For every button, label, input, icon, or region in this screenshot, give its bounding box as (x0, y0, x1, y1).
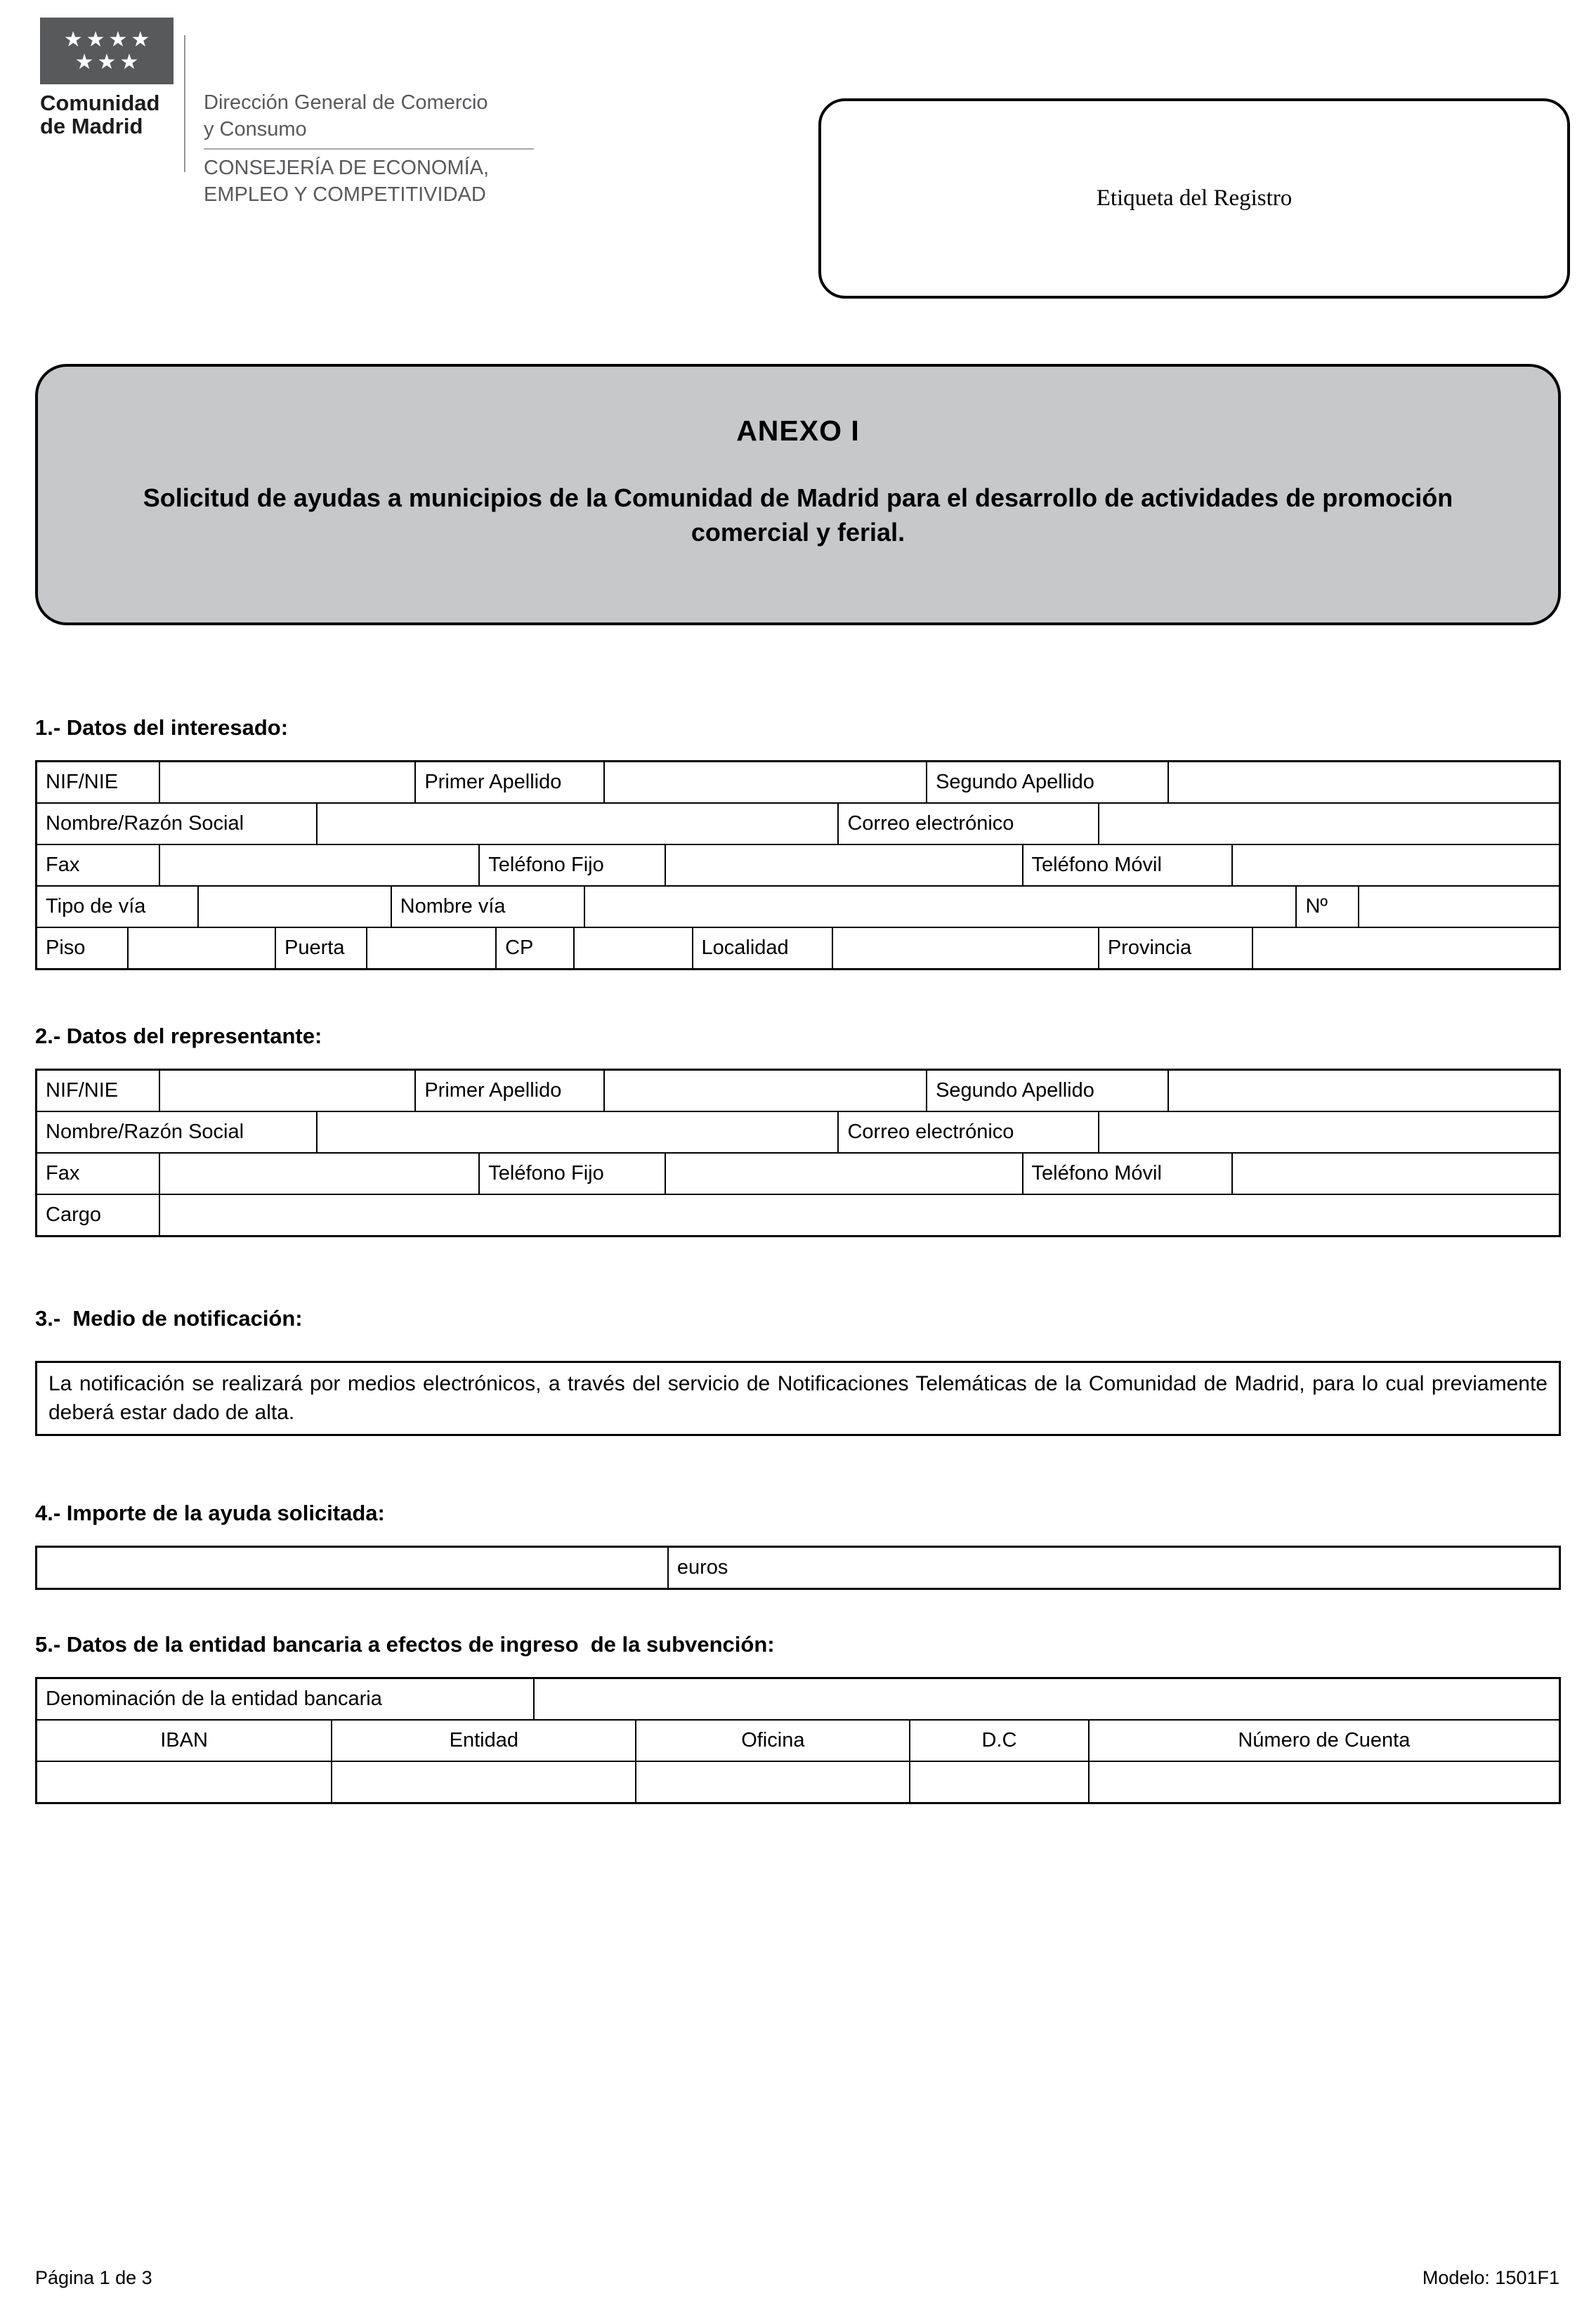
header-vertical-divider (184, 35, 185, 172)
representante-nombre-razon-social-input[interactable] (318, 1112, 839, 1152)
page-footer (35, 2267, 1559, 2289)
localidad-label: Localidad (693, 928, 833, 968)
numero-cuenta-column-header: Número de Cuenta (1238, 1729, 1411, 1751)
department-line1: Dirección General de Comercio (204, 91, 488, 114)
header (35, 0, 1561, 320)
representante-table (35, 1069, 1561, 1237)
interesado-nif-input[interactable] (160, 762, 416, 802)
table-row (37, 1762, 1559, 1802)
title-box (35, 364, 1561, 625)
representante-telefono-fijo-input[interactable] (666, 1154, 1023, 1194)
department-divider (204, 148, 534, 150)
nif-label: NIF/NIE (37, 762, 160, 802)
entidad-bancaria-table (35, 1677, 1561, 1804)
interesado-nombre-via-input[interactable] (585, 887, 1297, 927)
importe-table (35, 1546, 1561, 1590)
interesado-provincia-input[interactable] (1253, 928, 1559, 968)
cp-label: CP (497, 928, 574, 968)
section-4-heading: 4.- Importe de la ayuda solicitada: (35, 1501, 385, 1525)
iban-input[interactable] (37, 1762, 332, 1802)
interesado-tipo-via-input[interactable] (199, 887, 392, 927)
section-2-heading: 2.- Datos del representante: (35, 1024, 322, 1048)
nombre-via-label: Nombre vía (392, 887, 585, 927)
department-line2: y Consumo (204, 117, 307, 141)
section-1-heading: 1.- Datos del interesado: (35, 715, 289, 740)
representante-correo-electronico-input[interactable] (1099, 1112, 1559, 1152)
section-3-heading: 3.- Medio de notificación: (35, 1306, 303, 1331)
table-row (37, 1071, 1559, 1112)
section-5-heading: 5.- Datos de la entidad bancaria a efectos de ingreso de la subvención: (35, 1632, 775, 1657)
notification-note-text: La notificación se realizará por medios electrónicos, a través del servicio de Notificaciones Telemáticas de la Comunidad de Madrid, para lo cual previamente deberá estar dado de alta. (48, 1372, 1548, 1424)
telefono-fijo-label: Teléfono Fijo (480, 1154, 665, 1194)
nif-label: NIF/NIE (37, 1071, 160, 1111)
primer-apellido-label: Primer Apellido (416, 1071, 605, 1111)
correo-label: Correo electrónico (839, 804, 1099, 844)
interesado-telefono-fijo-input[interactable] (666, 845, 1023, 885)
numero-label: Nº (1297, 887, 1359, 927)
org-name (40, 91, 160, 138)
table-row (37, 887, 1559, 928)
entidad-input[interactable] (332, 1762, 636, 1802)
interesado-nombre-razon-social-input[interactable] (318, 804, 839, 844)
department-line3: CONSEJERÍA DE ECONOMÍA, (204, 157, 490, 180)
telefono-movil-label: Teléfono Móvil (1023, 1154, 1234, 1194)
table-row (37, 762, 1559, 804)
oficina-column-header: Oficina (636, 1721, 910, 1761)
euros-label: euros (676, 1556, 728, 1579)
nombre-razon-label: Nombre/Razón Social (37, 1112, 318, 1152)
numero-cuenta-input[interactable] (1090, 1762, 1559, 1802)
interesado-numero-input[interactable] (1359, 887, 1559, 927)
model-number: Modelo: 1501F1 (1422, 2267, 1559, 2288)
org-name-line2: de Madrid (40, 114, 143, 139)
interesado-puerta-input[interactable] (367, 928, 497, 968)
representante-nif-input[interactable] (160, 1071, 416, 1111)
telefono-fijo-label: Teléfono Fijo (480, 845, 665, 885)
telefono-movil-label: Teléfono Móvil (1023, 845, 1234, 885)
registry-label-box (818, 98, 1570, 299)
interesado-telefono-movil-input[interactable] (1233, 845, 1559, 885)
primer-apellido-label: Primer Apellido (416, 762, 605, 802)
segundo-apellido-label: Segundo Apellido (927, 1071, 1169, 1111)
representante-primer-apellido-input[interactable] (605, 1071, 927, 1111)
interesado-table (35, 760, 1561, 970)
representante-cargo-input[interactable] (160, 1195, 1559, 1235)
department-line4: EMPLEO Y COMPETITIVIDAD (204, 183, 486, 207)
interesado-primer-apellido-input[interactable] (605, 762, 927, 802)
stars-row-top-icon: ★★★★ (63, 28, 154, 51)
annex-title: ANEXO I (736, 415, 860, 447)
table-row (37, 1112, 1559, 1154)
org-name-line1: Comunidad (40, 91, 160, 115)
notification-note-box (35, 1361, 1561, 1436)
denominacion-label: Denominación de la entidad bancaria (37, 1679, 535, 1719)
comunidad-madrid-flag-icon (40, 18, 174, 84)
table-row (37, 1721, 1559, 1762)
interesado-correo-electronico-input[interactable] (1099, 804, 1559, 844)
importe-input[interactable] (37, 1548, 669, 1588)
fax-label: Fax (37, 845, 160, 885)
oficina-input[interactable] (636, 1762, 910, 1802)
interesado-segundo-apellido-input[interactable] (1169, 762, 1558, 802)
form-subtitle: Solicitud de ayudas a municipios de la Comunidad de Madrid para el desarrollo de actividades de promoción comercial y ferial. (143, 483, 1453, 547)
page-number: Página 1 de 3 (35, 2267, 152, 2288)
interesado-piso-input[interactable] (129, 928, 276, 968)
fax-label: Fax (37, 1154, 160, 1194)
table-row (37, 1679, 1559, 1721)
table-row (37, 1154, 1559, 1195)
table-row (37, 845, 1559, 887)
segundo-apellido-label: Segundo Apellido (927, 762, 1169, 802)
puerta-label: Puerta (276, 928, 367, 968)
interesado-cp-input[interactable] (575, 928, 693, 968)
entidad-bancaria-denominacion-input[interactable] (535, 1679, 1559, 1719)
tipo-via-label: Tipo de vía (37, 887, 199, 927)
department-block (204, 90, 534, 209)
dc-column-header: D.C (910, 1721, 1090, 1761)
provincia-label: Provincia (1099, 928, 1253, 968)
interesado-localidad-input[interactable] (833, 928, 1099, 968)
nombre-razon-label: Nombre/Razón Social (37, 804, 318, 844)
table-row (37, 804, 1559, 845)
table-row (37, 928, 1559, 968)
table-row (37, 1195, 1559, 1235)
entidad-column-header: Entidad (332, 1721, 636, 1761)
representante-telefono-movil-input[interactable] (1233, 1154, 1559, 1194)
iban-column-header: IBAN (37, 1721, 332, 1761)
piso-label: Piso (37, 928, 129, 968)
cargo-label: Cargo (37, 1195, 160, 1235)
representante-fax-input[interactable] (160, 1154, 480, 1194)
registry-label: Etiqueta del Registro (1096, 185, 1293, 211)
interesado-fax-input[interactable] (160, 845, 480, 885)
representante-segundo-apellido-input[interactable] (1169, 1071, 1558, 1111)
table-row (37, 1548, 1559, 1588)
correo-label: Correo electrónico (839, 1112, 1099, 1152)
stars-row-bottom-icon: ★★★ (74, 50, 143, 74)
dc-input[interactable] (910, 1762, 1090, 1802)
